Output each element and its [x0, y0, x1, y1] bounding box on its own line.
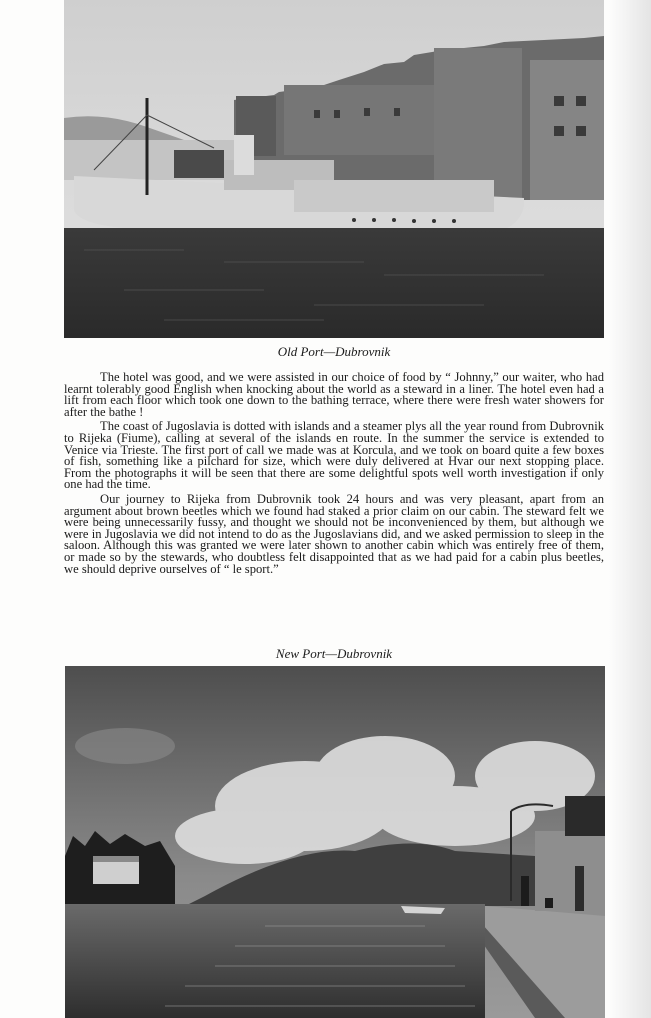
paragraph: Our journey to Rijeka from Dubrovnik took 24 hours and was very pleasant, apart from an argument about brown beetles which we found had staked a prior claim on our cabin. The steward felt we were being unnecessarily fussy, and thought we should not be inconvenienced by them, but although we were in Jugoslavia we did not intend to do as the Jugoslavians did, and we asked permission to sleep in the saloon. Although this was granted we were later shown to another cabin which was entirely free of them, or made so by the stewards, who doubtless felt disappointed that as we had paid for a cabin plus beetles, we should deprive ourselves of “ le sport.”: [64, 491, 604, 576]
article-body: [64, 372, 604, 578]
page-edge-shadow: [609, 0, 651, 1018]
paragraph: The coast of Jugoslavia is dotted with islands and a steamer plys all the year round from Dubrovnik to Rijeka (Fiume), calling at several of the islands en route. In the summer the service is extended to Venice via Trieste. The first port of call we made was at Korcula, and we took on board quite a few boxes of fish, something like a pilchard for size, which were duly delivered at Hvar our next stopping place. From the photographs it will be seen that there are some delightful spots well worth investigation if only one had the time.: [64, 419, 604, 492]
photo-new-port: [65, 666, 605, 1018]
photo-new-port-image: [65, 666, 605, 1018]
photo-old-port: [64, 0, 604, 338]
paragraph: The hotel was good, and we were assisted in our choice of food by “ Johnny,” our waiter, who had learnt tolerably good English when knocking about the world as a steward in a liner. The hotel even had a lift from each floor which took one down to the bathing terrace, where there were fresh water showers for after the bathe !: [64, 370, 604, 419]
photo-old-port-image: [64, 0, 604, 338]
photo-caption-old-port: Old Port—Dubrovnik: [277, 344, 391, 359]
photo-caption-new-port: New Port—Dubrovnik: [275, 646, 393, 661]
